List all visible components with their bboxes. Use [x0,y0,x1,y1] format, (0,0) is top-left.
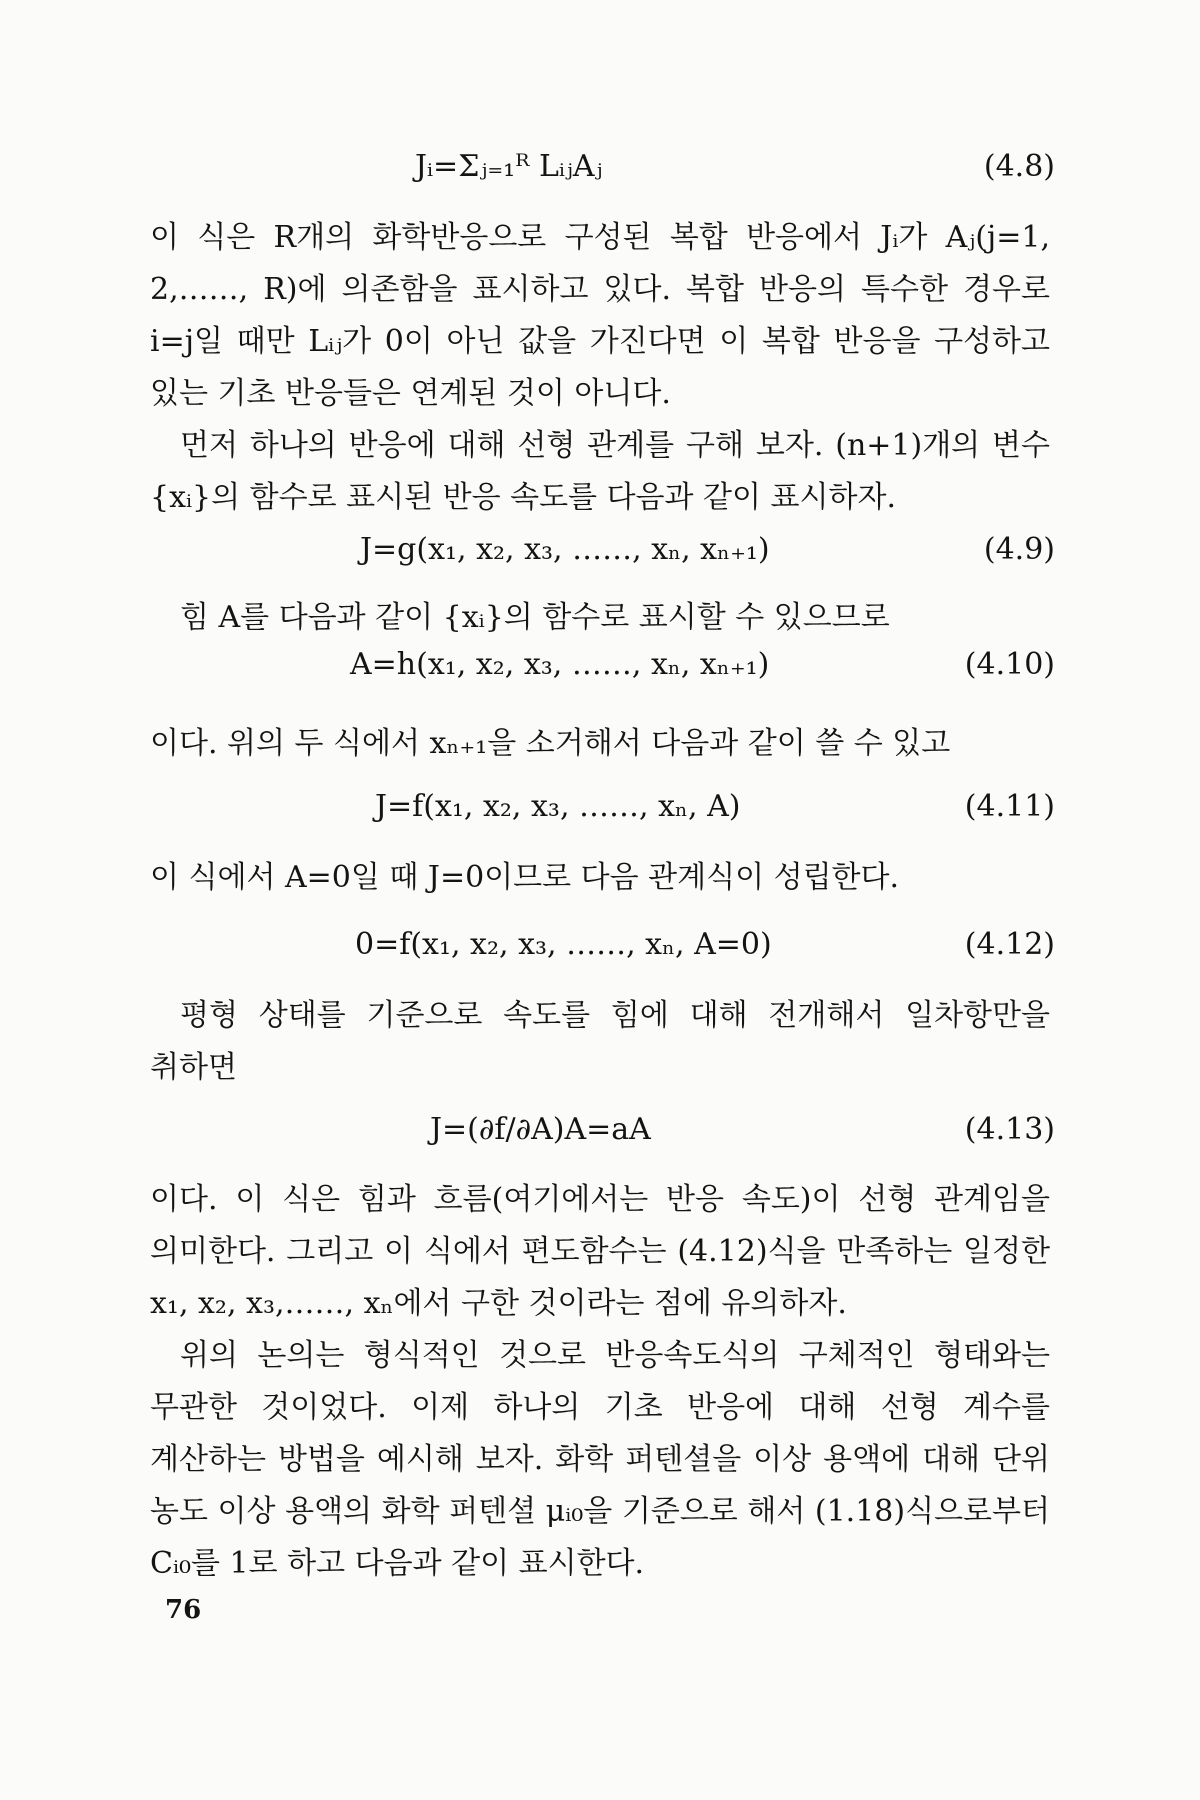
paragraph: 이 식에서 A=0일 때 J=0이므로 다음 관계식이 성립한다. [150,860,900,895]
equation-number: (4.13) [964,1112,1055,1147]
equation-number: (4.8) [983,149,1055,184]
equation-4-12 [150,920,1055,970]
equation-formula: Jᵢ=Σⱼ₌₁ᴿ LᵢⱼAⱼ [415,149,603,184]
paragraph: 힘 A를 다음과 같이 {xᵢ}의 함수로 표시할 수 있으므로 [180,600,890,635]
equation-number: (4.10) [964,647,1055,682]
equation-number: (4.12) [964,927,1055,962]
equation-number: (4.11) [964,789,1055,824]
equation-number: (4.9) [983,532,1055,567]
equation-4-8 [150,142,1055,192]
paragraph: 이 식은 R개의 화학반응으로 구성된 복합 반응에서 Jᵢ가 Aⱼ(j=1, 2,……, R)에 의존함을 표시하고 있다. 복합 반응의 특수한 경우로 i=j일 때만 Lᵢⱼ가 0이 아닌 값을 가진다면 이 복합 반응을 구성하고 있는 기초 반응들은 연계된 것이 아니다. [150,220,1050,411]
paragraph: 이다. 위의 두 식에서 xₙ₊₁을 소거해서 다음과 같이 쓸 수 있고 [150,726,951,761]
equation-4-10 [150,640,1055,690]
equation-formula: J=(∂f/∂A)A=aA [430,1112,651,1147]
paragraph: 먼저 하나의 반응에 대해 선형 관계를 구해 보자. (n+1)개의 변수 {xᵢ}의 함수로 표시된 반응 속도를 다음과 같이 표시하자. [150,428,1050,515]
paragraph: 평형 상태를 기준으로 속도를 힘에 대해 전개해서 일차항만을 취하면 [150,998,1050,1085]
paragraph: 이다. 이 식은 힘과 흐름(여기에서는 반응 속도)이 선형 관계임을 의미한다. 그리고 이 식에서 편도함수는 (4.12)식을 만족하는 일정한 x₁, x₂, x₃,……, xₙ에서 구한 것이라는 점에 유의하자. [150,1182,1050,1321]
equation-4-11 [150,782,1055,832]
equation-formula: J=f(x₁, x₂, x₃, ……, xₙ, A) [375,789,741,824]
page-number: 76 [165,1595,202,1625]
equation-formula: 0=f(x₁, x₂, x₃, ……, xₙ, A=0) [355,927,772,962]
paragraph: 위의 논의는 형식적인 것으로 반응속도식의 구체적인 형태와는 무관한 것이었다. 이제 하나의 기초 반응에 대해 선형 계수를 계산하는 방법을 예시해 보자. 화학 퍼텐셜을 이상 용액에 대해 단위 농도 이상 용액의 화학 퍼텐셜 μᵢ₀을 기준으로 해서 (1.18)식으로부터 Cᵢ₀를 1로 하고 다음과 같이 표시한다. [150,1338,1050,1581]
equation-formula: J=g(x₁, x₂, x₃, ……, xₙ, xₙ₊₁) [360,532,770,567]
equation-4-9 [150,525,1055,575]
equation-4-13 [150,1105,1055,1155]
equation-formula: A=h(x₁, x₂, x₃, ……, xₙ, xₙ₊₁) [350,647,770,682]
